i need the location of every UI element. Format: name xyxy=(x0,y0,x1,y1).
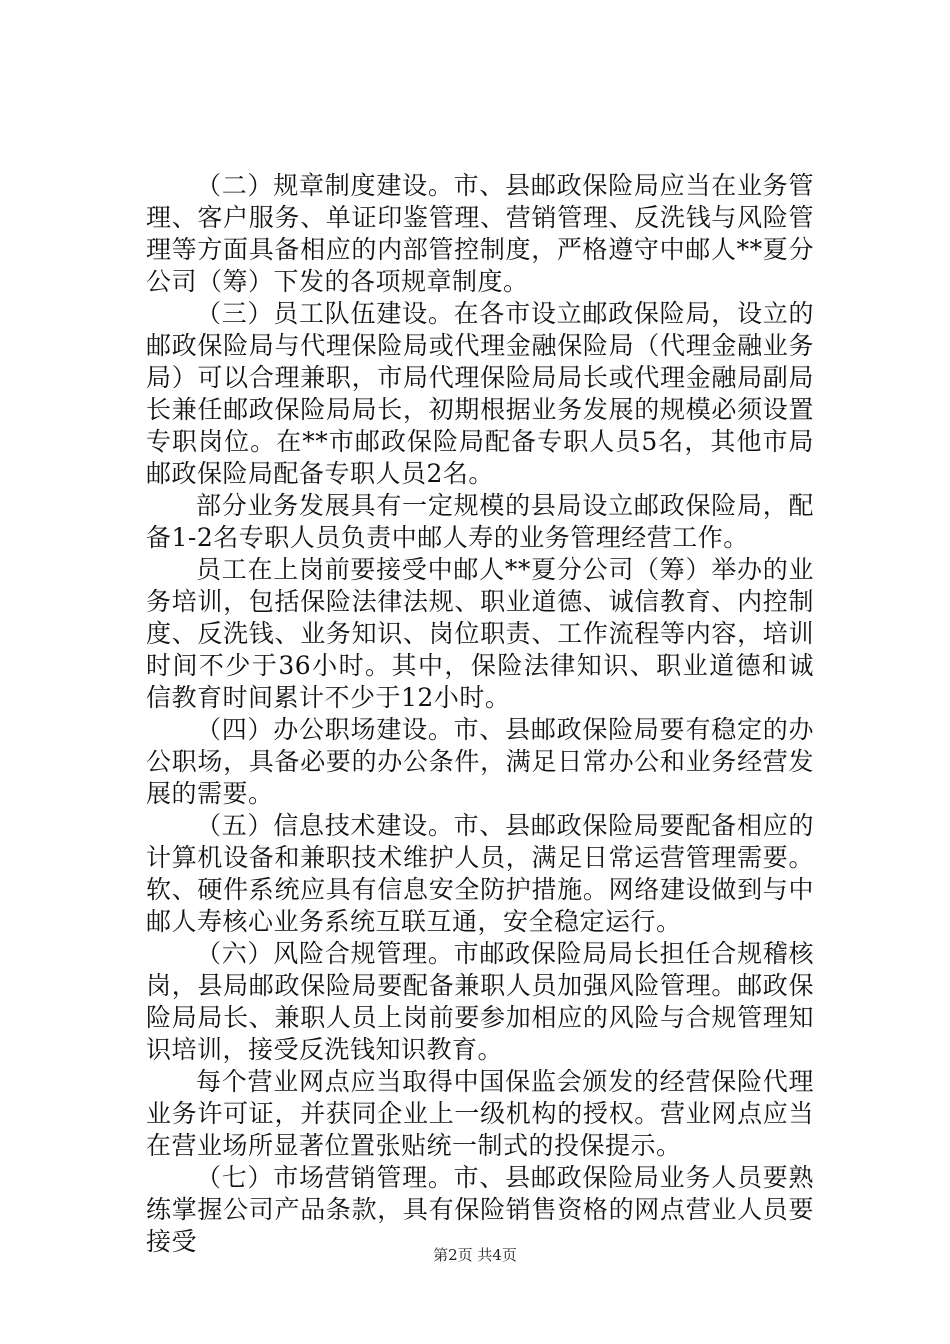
page-number: 第2页 共4页 xyxy=(433,1246,517,1264)
paragraph-office: （四）办公职场建设。市、县邮政保险局要有稳定的办公职场，具备必要的办公条件，满足日常办公和业务经营发展的需要。 xyxy=(146,715,814,808)
paragraph-risk-compliance: （六）风险合规管理。市邮政保险局局长担任合规稽核岗，县局邮政保险局要配备兼职人员加强风险管理。邮政保险局局长、兼职人员上岗前要参加相应的风险与合规管理知识培训，接受反洗钱知识教育。 xyxy=(146,939,814,1064)
paragraph-it: （五）信息技术建设。市、县邮政保险局要配备相应的计算机设备和兼职技术维护人员，满足日常运营管理需要。软、硬件系统应具有信息安全防护措施。网络建设做到与中邮人寿核心业务系统互联互通，安全稳定运行。 xyxy=(146,811,814,936)
paragraph-marketing: （七）市场营销管理。市、县邮政保险局业务人员要熟练掌握公司产品条款，具有保险销售资格的网点营业人员要接受 xyxy=(146,1163,814,1256)
paragraph-outlet-license: 每个营业网点应当取得中国保监会颁发的经营保险代理业务许可证，并获同企业上一级机构的授权。营业网点应当在营业场所显著位置张贴统一制式的投保提示。 xyxy=(146,1067,814,1160)
paragraph-staff-team: （三）员工队伍建设。在各市设立邮政保险局，设立的邮政保险局与代理保险局或代理金融保险局（代理金融业务局）可以合理兼职，市局代理保险局局长或代理金融局副局长兼任邮政保险局局长，初期根据业务发展的规模必须设置专职岗位。在**市邮政保险局配备专职人员5名，其他市局邮政保险局配备专职人员2名。 xyxy=(146,299,814,488)
paragraph-regulations: （二）规章制度建设。市、县邮政保险局应当在业务管理、客户服务、单证印鉴管理、营销管理、反洗钱与风险管理等方面具备相应的内部管控制度，严格遵守中邮人**夏分公司（筹）下发的各项规章制度。 xyxy=(146,171,814,296)
paragraph-training: 员工在上岗前要接受中邮人**夏分公司（筹）举办的业务培训，包括保险法律法规、职业道德、诚信教育、内控制度、反洗钱、业务知识、岗位职责、工作流程等内容，培训时间不少于36小时。其中，保险法律知识、职业道德和诚信教育时间累计不少于12小时。 xyxy=(146,555,814,712)
paragraph-county-bureau: 部分业务发展具有一定规模的县局设立邮政保险局，配备1-2名专职人员负责中邮人寿的业务管理经营工作。 xyxy=(146,491,814,552)
document-body xyxy=(146,170,814,1258)
